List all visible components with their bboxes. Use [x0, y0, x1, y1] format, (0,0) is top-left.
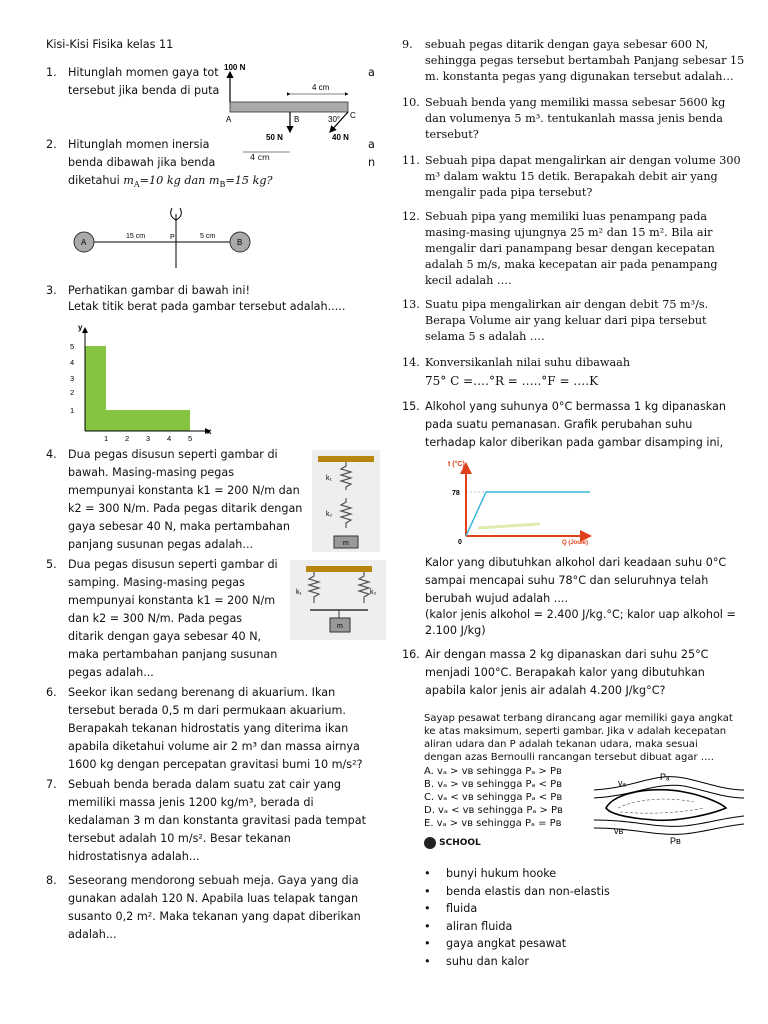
graph-y-label: t (°C) — [448, 461, 465, 468]
q5-line: samping. Masing-masing pegas — [68, 576, 245, 589]
x-tick: 3 — [146, 434, 151, 443]
q14-line2: 75° C =….°R = …..°F = ….K — [425, 374, 599, 388]
list-item: • benda elastis dan non-elastis — [420, 883, 610, 901]
q2-line1-end: a — [368, 138, 375, 151]
q15-line: terhadap kalor diberikan pada gambar disamping ini, — [425, 436, 724, 449]
q13-line: selama 5 s adalah …. — [425, 330, 545, 343]
q8-line: gunakan adalah 120 N. Apabila luas telapak tangan — [68, 892, 359, 905]
q15-after: 2.100 J/kg) — [425, 624, 486, 637]
mass-m-label: m — [343, 540, 349, 547]
distance-15cm-label: 15 cm — [126, 233, 146, 240]
wing-line: ke atas maksimum, seperti gambar. Jika v adalah kecepatan — [424, 726, 727, 737]
list-item: • bunyi hukum hooke — [420, 865, 610, 883]
q13-number: 13. — [402, 298, 420, 311]
point-c-label: C — [350, 111, 356, 120]
graph-origin-label: 0 — [458, 539, 462, 546]
q6-line: Berapakah tekanan hidrostatis yang diterima ikan — [68, 722, 349, 735]
wing-option: D. vₐ < vʙ sehingga Pₐ > Pʙ — [424, 805, 563, 816]
x-tick: 4 — [167, 434, 172, 443]
q15-number: 15. — [402, 400, 420, 413]
q1-line2: tersebut jika benda di puta — [68, 84, 220, 97]
q6-line: tersebut berada 0,5 m dari permukaan akuarium. — [68, 704, 346, 717]
wing-airflow-figure — [594, 770, 744, 852]
q15-after: (kalor jenis alkohol = 2.400 J/kg.°C; kalor uap alkohol = — [425, 608, 736, 621]
list-item: • aliran fluida — [420, 918, 610, 936]
q1-line1-end: a — [368, 66, 375, 79]
q15-line: pada suatu pemanasan. Grafik perubahan suhu — [425, 418, 693, 431]
q16-line: Air dengan massa 2 kg dipanaskan dari suhu 25°C — [425, 648, 709, 661]
school-logo: SCHOOL — [424, 834, 481, 852]
q11-line: mengalir pada pipa tersebut? — [425, 186, 593, 199]
vb-label: vʙ — [614, 826, 624, 836]
q11-line: m³ dalam waktu 15 detik. Berapakah debit air yang — [425, 170, 718, 183]
mass-b-label: B — [237, 238, 243, 247]
q13-line: Berapa Volume air yang keluar dari pipa tersebut — [425, 314, 707, 327]
series-spring-figure — [312, 450, 380, 552]
q4-line: k2 = 300 N/m. Pada pegas ditarik dengan — [68, 502, 303, 515]
x-tick: 5 — [188, 434, 193, 443]
q8-line: Seseorang mendorong sebuah meja. Gaya yang dia — [68, 874, 359, 887]
q7-number: 7. — [46, 778, 57, 791]
q15-after: Kalor yang dibutuhkan alkohol dari keadaan suhu 0°C — [425, 556, 727, 569]
q10-line: dan volumenya 5 m³. tentukanlah massa jenis benda — [425, 112, 723, 125]
mass-a-label: A — [81, 238, 87, 247]
q2-number: 2. — [46, 138, 57, 151]
q6-line: Seekor ikan sedang berenang di akuarium. Ikan — [68, 686, 336, 699]
list-item: • suhu dan kalor — [420, 953, 610, 971]
rotating-rod-figure — [70, 204, 260, 274]
q8-line: adalah... — [68, 928, 117, 941]
distance-4cm-label: 4 cm — [312, 83, 330, 92]
q8-number: 8. — [46, 874, 57, 887]
q5-line: ditarik dengan gaya sebesar 40 N, — [68, 630, 262, 643]
q4-number: 4. — [46, 448, 57, 461]
q7-line: tersebut adalah 10 m/s². Besar tekanan — [68, 832, 291, 845]
q5-line: pegas adalah... — [68, 666, 154, 679]
y-tick: 3 — [70, 374, 75, 383]
q12-number: 12. — [402, 210, 420, 223]
q4-line: Dua pegas disusun seperti gambar di — [68, 448, 278, 461]
x-tick: 1 — [104, 434, 109, 443]
q13-line: Suatu pipa mengalirkan air dengan debit 75 m³/s. — [425, 298, 709, 311]
list-item: • gaya angkat pesawat — [420, 935, 610, 953]
wing-option: A. vₐ > vʙ sehingga Pₐ > Pʙ — [424, 766, 562, 777]
q14-number: 14. — [402, 356, 420, 369]
q1-line1: Hitunglah momen gaya tot — [68, 66, 219, 79]
wing-line: dengan azas Bernoulli rancangan tersebut dibuat agar …. — [424, 752, 714, 763]
q10-line: tersebut? — [425, 128, 479, 141]
q16-line: apabila kalor jenis air adalah 4.200 J/kg°C? — [425, 684, 666, 697]
q3-line2: Letak titik berat pada gambar tersebut adalah..... — [68, 300, 346, 313]
pb-label: Pʙ — [670, 836, 681, 846]
q6-line: 1600 kg dengan percepatan gravitasi bumi 10 m/s²? — [68, 758, 363, 771]
q12-line: adalah 5 m/s, maka kecepatan air pada penampang — [425, 258, 718, 271]
list-item: • fluida — [420, 900, 610, 918]
y-tick: 2 — [70, 388, 75, 397]
q4-line: bawah. Masing-masing pegas — [68, 466, 235, 479]
wing-option: B. vₐ > vʙ sehingga Pₐ < Pʙ — [424, 779, 563, 790]
q6-line: apabila diketahui volume air 2 m³ dan massa airnya — [68, 740, 360, 753]
pa-label: Pₐ — [660, 772, 670, 782]
q16-line: menjadi 100°C. Berapakah kalor yang dibutuhkan — [425, 666, 705, 679]
topic-list — [420, 865, 610, 970]
q11-number: 11. — [402, 154, 420, 167]
spring-k2-label: k₂ — [370, 589, 377, 596]
beam-force-figure — [218, 56, 378, 154]
q9-line: sehingga pegas tersebut bertambah Panjang sebesar 15 — [425, 54, 745, 67]
q5-line: maka pertambahan panjang susunan — [68, 648, 278, 661]
force-100n-label: 100 N — [224, 63, 246, 72]
q15-after: sampai mencapai suhu 78°C dan seluruhnya telah — [425, 574, 709, 587]
page-title: Kisi-Kisi Fisika kelas 11 — [46, 38, 174, 51]
heating-graph — [440, 454, 600, 546]
wing-line: aliran udara dan P adalah tekanan udara, maka sesuai — [424, 739, 698, 750]
q2-line1: Hitunglah momen inersia — [68, 138, 210, 151]
q5-line: Dua pegas disusun seperti gambar di — [68, 558, 278, 571]
q2-line3: diketahui $m_A=10$ kg dan $m_B=15$ kg? — [68, 174, 273, 190]
y-tick: 1 — [70, 406, 75, 415]
y-tick: 4 — [70, 358, 75, 367]
q12-line: kecil adalah …. — [425, 274, 512, 287]
q7-line: kedalaman 3 m dan konstanta gravitasi pada tempat — [68, 814, 366, 827]
point-a-label: A — [226, 115, 232, 124]
q12-line: mengalir dari panampang besar dengan kecepatan — [425, 242, 715, 255]
distance-5cm-label: 5 cm — [200, 233, 216, 240]
wing-option: C. vₐ < vʙ sehingga Pₐ < Pʙ — [424, 792, 563, 803]
point-b-label: B — [294, 115, 300, 124]
q10-line: Sebuah benda yang memiliki massa sebesar 5600 kg — [425, 96, 726, 109]
q6-number: 6. — [46, 686, 57, 699]
mass-m-label: m — [337, 623, 343, 630]
q15-line: Alkohol yang suhunya 0°C bermassa 1 kg dipanaskan — [425, 400, 727, 413]
x-axis-label: x — [207, 427, 212, 436]
l-shape-graph — [64, 320, 224, 446]
parallel-spring-figure — [290, 560, 386, 640]
q14-line1: Konversikanlah nilai suhu dibawaah — [425, 356, 631, 369]
q2-line2: benda dibawah jika benda — [68, 156, 216, 169]
q7-line: memiliki massa jenis 1200 kg/m³, berada di — [68, 796, 314, 809]
spring-k1-label: k₁ — [296, 589, 302, 596]
graph-78-label: 78 — [452, 490, 460, 497]
x-tick: 2 — [125, 434, 130, 443]
q4-line: panjang susunan pegas adalah... — [68, 538, 254, 551]
q5-number: 5. — [46, 558, 57, 571]
q16-number: 16. — [402, 648, 420, 661]
q4-line: gaya sebesar 40 N, maka pertambahan — [68, 520, 290, 533]
va-label: vₐ — [618, 778, 626, 788]
q10-number: 10. — [402, 96, 420, 109]
q2-line2-end: n — [368, 156, 376, 169]
q9-line: m. konstanta pegas yang digunakan tersebut adalah… — [425, 70, 734, 83]
q8-line: susanto 0,2 m². Maka tekanan yang dapat diberikan — [68, 910, 361, 923]
q15-after: berubah wujud adalah .... — [425, 592, 569, 605]
q5-line: mempunyai konstanta k1 = 200 N/m — [68, 594, 276, 607]
q12-line: Sebuah pipa yang memiliki luas penampang pada — [425, 210, 708, 223]
q12-line: masing-masing ujungnya 25 m² dan 15 m². Bila air — [425, 226, 713, 239]
q1-number: 1. — [46, 66, 57, 79]
q2-fig-4cm: 4 cm — [250, 153, 270, 162]
q3-number: 3. — [46, 284, 57, 297]
pivot-p-label: P — [170, 234, 175, 241]
y-axis-label: y — [78, 323, 83, 332]
q7-line: Sebuah benda berada dalam suatu zat cair yang — [68, 778, 342, 791]
wing-line: Sayap pesawat terbang dirancang agar memiliki gaya angkat — [424, 713, 733, 724]
q4-line: mempunyai konstanta k1 = 200 N/m dan — [68, 484, 300, 497]
force-40n-label: 40 N — [332, 133, 349, 142]
force-50n-label: 50 N — [266, 133, 283, 142]
q7-line: hidrostatisnya adalah... — [68, 850, 200, 863]
spring-k2-label: k₂ — [326, 511, 333, 518]
y-tick: 5 — [70, 342, 75, 351]
spring-k1-label: k₁ — [326, 475, 332, 482]
wing-option: E. vₐ > vʙ sehingga Pₐ = Pʙ — [424, 818, 562, 829]
graph-x-label: Q (Joule) — [562, 540, 589, 546]
angle-label: 30° — [328, 115, 341, 124]
q5-line: dan k2 = 300 N/m. Pada pegas — [68, 612, 243, 625]
q3-line1: Perhatikan gambar di bawah ini! — [68, 284, 250, 297]
q9-line: sebuah pegas ditarik dengan gaya sebesar 600 N, — [425, 38, 709, 51]
q11-line: Sebuah pipa dapat mengalirkan air dengan volume 300 — [425, 154, 741, 167]
q9-number: 9. — [402, 38, 413, 51]
